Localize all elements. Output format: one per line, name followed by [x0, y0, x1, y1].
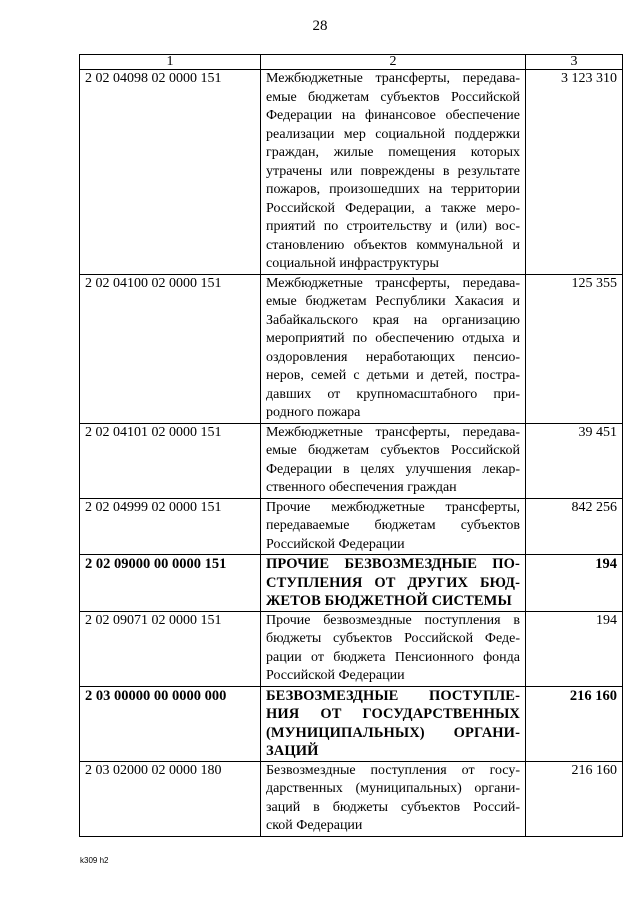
description-line: социальной инфраструктуры [266, 256, 439, 271]
classification-code: 2 03 00000 00 0000 000 [80, 686, 261, 761]
description-line: Забайкальского края на организацию [266, 312, 520, 328]
revenue-description [261, 761, 526, 836]
header-col-3: 3 [526, 55, 623, 70]
description-line: Межбюджетные трансферты, передава- [266, 424, 520, 440]
amount-value: 194 [526, 555, 623, 612]
table-row [80, 611, 623, 686]
description-line: Федерации на финансовое обеспечение [266, 108, 520, 123]
revenue-description [261, 555, 526, 612]
description-line: БЕЗВОЗМЕЗДНЫЕ ПОСТУПЛЕ- [266, 687, 520, 704]
table-row [80, 761, 623, 836]
description-line: родного пожара [266, 405, 361, 420]
description-line: Прочие безвозмездные поступления в [266, 612, 520, 628]
description-line: рации от бюджета Пенсионного фонда [266, 649, 520, 665]
header-col-1: 1 [80, 55, 261, 70]
table-row [80, 686, 623, 761]
header-col-2: 2 [261, 55, 526, 70]
description-line: утрачены или повреждены в результате [266, 163, 520, 179]
table-row [80, 423, 623, 498]
amount-value: 842 256 [526, 498, 623, 555]
revenue-description [261, 70, 526, 275]
description-line: ЖЕТОВ БЮДЖЕТНОЙ СИСТЕМЫ [266, 593, 512, 609]
revenue-description [261, 611, 526, 686]
description-line: (МУНИЦИПАЛЬНЫХ) ОРГАНИ- [266, 724, 520, 741]
revenue-description [261, 274, 526, 423]
description-line: становлению объектов коммунальной и [266, 237, 520, 253]
description-line: заций в бюджеты субъектов Россий- [266, 799, 520, 815]
description-line: дарственных (муниципальных) органи- [266, 781, 520, 796]
classification-code: 2 02 04100 02 0000 151 [80, 274, 261, 423]
classification-code: 2 02 09071 02 0000 151 [80, 611, 261, 686]
table-header [80, 55, 623, 70]
description-line: мероприятий по обеспечению отдыха и [266, 331, 520, 346]
amount-value: 39 451 [526, 423, 623, 498]
budget-table [79, 54, 623, 837]
amount-value: 194 [526, 611, 623, 686]
description-line: СТУПЛЕНИЯ ОТ ДРУГИХ БЮД- [266, 574, 520, 591]
table-row [80, 498, 623, 555]
classification-code: 2 02 04101 02 0000 151 [80, 423, 261, 498]
description-line: НИЯ ОТ ГОСУДАРСТВЕННЫХ [266, 706, 520, 722]
header-row [80, 55, 623, 70]
revenue-description [261, 686, 526, 761]
revenue-description [261, 498, 526, 555]
footer-document-code: k309 h2 [80, 856, 109, 865]
description-line: Безвозмездные поступления от госу- [266, 762, 520, 778]
description-line: Федерации в целях улучшения лекар- [266, 461, 520, 477]
description-line: граждан, жилые помещения которых [266, 145, 520, 160]
description-line: Российской Федерации, а также меро- [266, 200, 520, 216]
description-line: реализации мер социальной поддержки [266, 126, 520, 142]
description-line: ПРОЧИЕ БЕЗВОЗМЕЗДНЫЕ ПО- [266, 556, 520, 572]
description-line: ственного обеспечения граждан [266, 480, 457, 495]
table-row [80, 555, 623, 612]
description-line: Межбюджетные трансферты, передава- [266, 275, 520, 291]
amount-value: 125 355 [526, 274, 623, 423]
description-line: ЗАЦИЙ [266, 743, 319, 759]
table-row [80, 274, 623, 423]
classification-code: 2 02 04098 02 0000 151 [80, 70, 261, 275]
description-line: Российской Федерации [266, 668, 405, 683]
description-line: приятий по строительству и (или) вос- [266, 219, 520, 234]
amount-value: 216 160 [526, 761, 623, 836]
description-line: оздоровления неработающих пенсио- [266, 349, 520, 365]
table-row [80, 70, 623, 275]
amount-value: 216 160 [526, 686, 623, 761]
classification-code: 2 02 04999 02 0000 151 [80, 498, 261, 555]
page-number: 28 [312, 18, 328, 34]
description-line: емые бюджетам Республики Хакасия и [266, 294, 520, 309]
description-line: Прочие межбюджетные трансферты, [266, 499, 520, 515]
description-line: Российской Федерации [266, 536, 405, 552]
classification-code: 2 03 02000 02 0000 180 [80, 761, 261, 836]
amount-value: 3 123 310 [526, 70, 623, 275]
description-line: емые бюджетам субъектов Российской [266, 443, 520, 458]
description-line: передаваемые бюджетам субъектов [266, 518, 520, 533]
description-line: емые бюджетам субъектов Российской [266, 89, 520, 105]
description-line: давших от крупномасштабного при- [266, 386, 520, 402]
classification-code: 2 02 09000 00 0000 151 [80, 555, 261, 612]
table-body [80, 70, 623, 837]
description-line: неров, семей с детьми и детей, постра- [266, 368, 520, 383]
description-line: пожаров, произошедших на территории [266, 182, 520, 197]
description-line: ской Федерации [266, 818, 363, 833]
description-line: бюджеты субъектов Российской Феде- [266, 631, 520, 646]
revenue-description [261, 423, 526, 498]
description-line: Межбюджетные трансферты, передава- [266, 71, 520, 86]
